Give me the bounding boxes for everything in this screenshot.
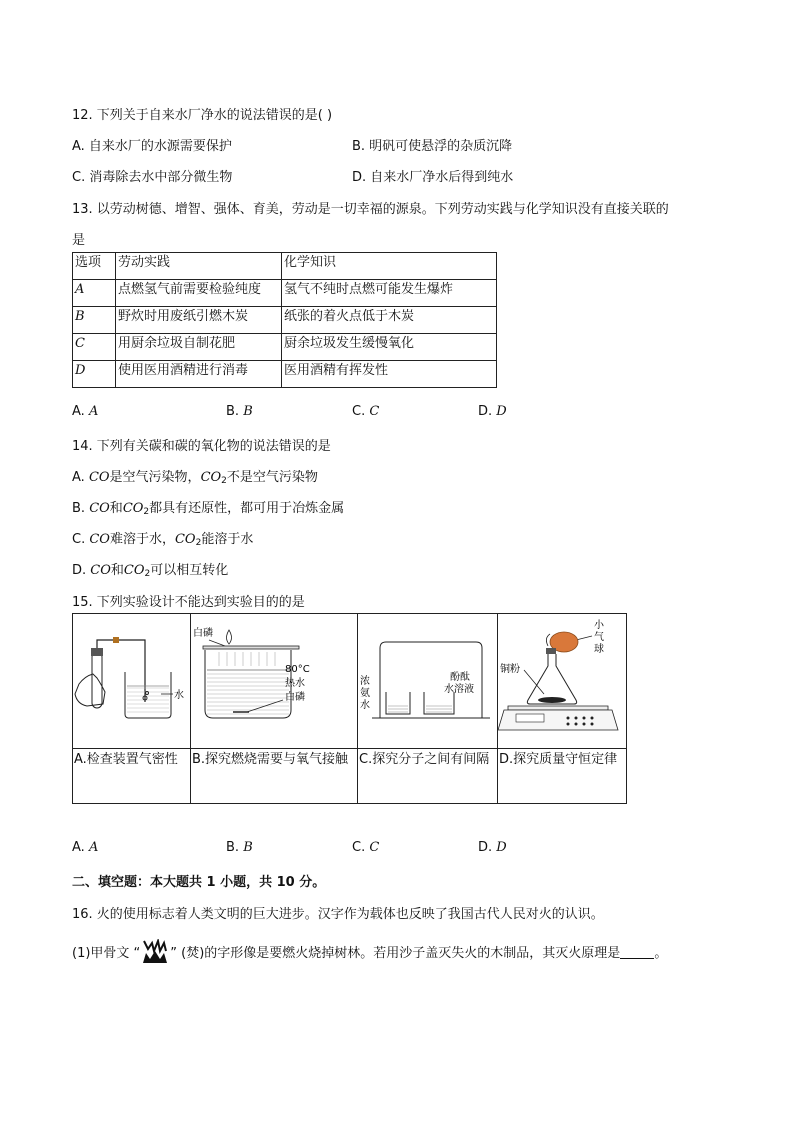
answer-prefix: A. (72, 404, 89, 419)
section-heading: 二、填空题：本大题共 1 小题，共 10 分。 (72, 875, 326, 890)
q13-stem-line1: 13. 以劳动树德、增智、强体、育美，劳动是一切幸福的源泉。下列劳动实践与化学知识没有直接关联的 (72, 202, 669, 217)
row-practice: 点燃氢气前需要检验纯度 (116, 280, 282, 307)
q16-subquestion-1 (72, 939, 667, 965)
label-balloon-1: 小 (594, 620, 604, 631)
molecule-diffusion-figure (358, 614, 497, 744)
table-row (73, 280, 497, 307)
figure-row (73, 614, 627, 749)
label-phenolphthalein-2: 水溶液 (444, 684, 474, 695)
formula-co2: CO (200, 470, 222, 485)
option-prefix: D. (72, 563, 91, 578)
sub1-end: 。 (654, 946, 668, 961)
q13-stem-line2: 是 (72, 233, 86, 248)
header-practice: 劳动实践 (116, 253, 282, 280)
answer-letter: B (243, 840, 253, 855)
q14-stem: 14. 下列有关碳和碳的氧化物的说法错误的是 (72, 439, 331, 454)
q12-stem: 12. 下列关于自来水厂净水的说法错误的是( ) (72, 108, 333, 123)
label-ammonia-3: 水 (360, 700, 370, 711)
q14-option-c (72, 528, 253, 548)
row-key: D (73, 361, 116, 388)
row-knowledge: 纸张的着火点低于木炭 (282, 307, 497, 334)
row-knowledge: 厨余垃圾发生缓慢氧化 (282, 334, 497, 361)
q15-answer-b (226, 840, 253, 855)
answer-prefix: C. (352, 404, 370, 419)
row-key: B (73, 307, 116, 334)
caption-row (73, 749, 627, 804)
label-temperature: 80°C (285, 664, 310, 675)
label-ammonia-1: 浓 (360, 676, 370, 687)
mass-conservation-figure (498, 614, 626, 744)
q15-answer-c (352, 840, 379, 855)
option-text: 能溶于水 (201, 532, 254, 547)
answer-letter: A (88, 404, 99, 419)
subscript: 2 (143, 507, 150, 517)
q15-stem: 15. 下列实验设计不能达到实验目的的是 (72, 595, 305, 610)
row-key: C (73, 334, 116, 361)
label-hot-water: 热水 (285, 678, 305, 689)
option-text: 和 (110, 563, 124, 578)
fig-a-cell (73, 614, 191, 749)
option-text: 难溶于水， (109, 532, 175, 547)
row-practice: 野炊时用废纸引燃木炭 (116, 307, 282, 334)
q15-table (72, 613, 627, 804)
q14-option-a (72, 466, 318, 486)
row-key: A (73, 280, 116, 307)
answer-prefix: C. (352, 840, 370, 855)
q12-option-b: B. 明矾可使悬浮的杂质沉降 (352, 139, 513, 154)
q13-answer-d (478, 404, 507, 419)
option-prefix: C. (72, 532, 90, 547)
label-white-phosphorus-bottom: 白磷 (285, 692, 305, 703)
answer-letter: D (496, 404, 507, 419)
header-knowledge: 化学知识 (282, 253, 497, 280)
fig-d-cell (498, 614, 627, 749)
airtightness-apparatus-figure (73, 614, 190, 744)
row-practice: 使用医用酒精进行消毒 (116, 361, 282, 388)
answer-letter: D (496, 840, 507, 855)
answer-blank[interactable] (620, 946, 654, 959)
subscript: 2 (144, 569, 151, 579)
answer-letter: A (88, 840, 99, 855)
answer-letter: C (369, 840, 380, 855)
header-option: 选项 (73, 253, 116, 280)
caption-b: B.探究燃烧需要与氧气接触 (191, 749, 358, 804)
option-prefix: A. (72, 470, 89, 485)
answer-prefix: B. (226, 840, 244, 855)
q14-option-d (72, 559, 228, 579)
option-prefix: B. (72, 501, 90, 516)
option-text: 都具有还原性，都可用于冶炼金属 (149, 501, 345, 516)
q13-table (72, 252, 497, 388)
table-row (73, 361, 497, 388)
combustion-apparatus-figure (191, 614, 357, 744)
answer-prefix: A. (72, 840, 89, 855)
fig-c-cell (358, 614, 498, 749)
q15-answer-d (478, 840, 507, 855)
formula-co2: CO (123, 563, 145, 578)
option-text: 是空气污染物， (109, 470, 201, 485)
label-balloon-2: 气 (594, 632, 604, 643)
subscript: 2 (195, 538, 202, 548)
caption-a: A.检查装置气密性 (73, 749, 191, 804)
formula-co2: CO (122, 501, 144, 516)
sub1-prefix: (1)甲骨文 “ (72, 946, 141, 961)
caption-d: D.探究质量守恒定律 (498, 749, 627, 804)
sub1-text: ” (焚)的字形像是要燃火烧掉树林。若用沙子盖灭失火的木制品，其灭火原理是 (170, 946, 621, 961)
option-text: 不是空气污染物 (226, 470, 318, 485)
formula-co: CO (90, 563, 111, 578)
label-balloon-3: 球 (594, 644, 604, 655)
row-knowledge: 氢气不纯时点燃可能发生爆炸 (282, 280, 497, 307)
fig-b-cell (191, 614, 358, 749)
answer-letter: B (243, 404, 253, 419)
oracle-fen-glyph-icon (140, 939, 170, 965)
table-header-row (73, 253, 497, 280)
formula-co2: CO (174, 532, 196, 547)
label-white-phosphorus-top: 白磷 (193, 628, 213, 639)
formula-co: CO (89, 532, 110, 547)
table-row (73, 307, 497, 334)
label-ammonia-2: 氨 (360, 688, 370, 699)
answer-prefix: D. (478, 404, 497, 419)
formula-co: CO (89, 501, 110, 516)
label-water: 水 (174, 690, 184, 701)
answer-letter: C (369, 404, 380, 419)
label-phenolphthalein-1: 酚酞 (450, 672, 470, 683)
q12-option-d: D. 自来水厂净水后得到纯水 (352, 170, 514, 185)
q13-answer-b (226, 404, 253, 419)
answer-prefix: D. (478, 840, 497, 855)
table-row (73, 334, 497, 361)
label-copper-powder: 铜粉 (500, 664, 520, 675)
option-text: 和 (109, 501, 123, 516)
q16-stem: 16. 火的使用标志着人类文明的巨大进步。汉字作为载体也反映了我国古代人民对火的认识。 (72, 907, 604, 922)
q13-answer-c (352, 404, 379, 419)
option-text: 可以相互转化 (150, 563, 229, 578)
caption-c: C.探究分子之间有间隔 (358, 749, 498, 804)
q14-option-b (72, 497, 344, 517)
q12-option-a: A. 自来水厂的水源需要保护 (72, 139, 232, 154)
subscript: 2 (221, 476, 227, 486)
q15-answer-a (72, 840, 98, 855)
row-knowledge: 医用酒精有挥发性 (282, 361, 497, 388)
q13-answer-a (72, 404, 98, 419)
row-practice: 用厨余垃圾自制花肥 (116, 334, 282, 361)
formula-co: CO (88, 470, 110, 485)
q12-option-c: C. 消毒除去水中部分微生物 (72, 170, 233, 185)
answer-prefix: B. (226, 404, 244, 419)
